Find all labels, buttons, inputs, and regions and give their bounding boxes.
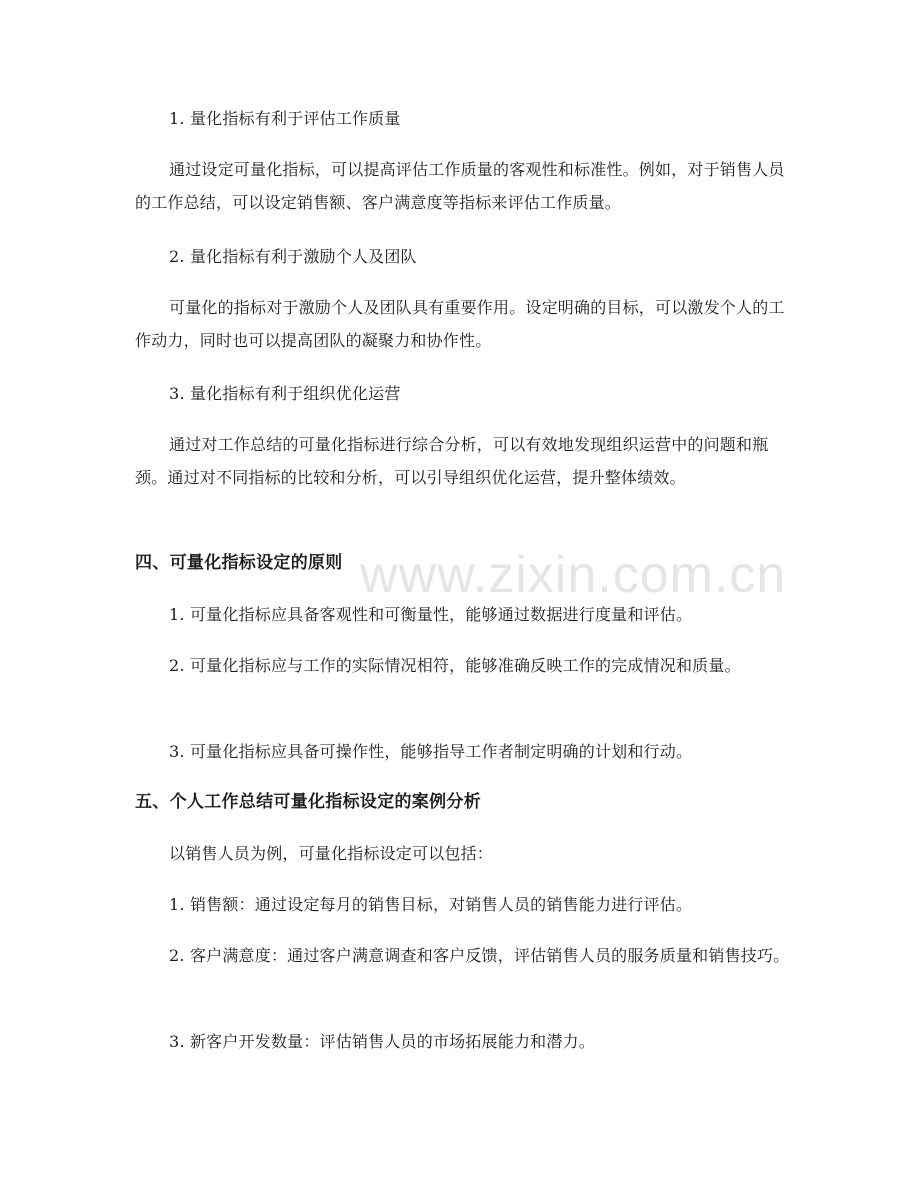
case-intro: 以销售人员为例，可量化指标设定可以包括：: [169, 844, 494, 863]
item1-body: 通过设定可量化指标，可以提高评估工作质量的客观性和标准性。例如，对于销售人员的工作总结，可以设定销售额、客户满意度等指标来评估工作质量。: [135, 160, 785, 212]
item3-body: 通过对工作总结的可量化指标进行综合分析，可以有效地发现组织运营中的问题和瓶颈。通过对不同指标的比较和分析，可以引导组织优化运营，提升整体绩效。: [135, 435, 769, 487]
principle-2: 2. 可量化指标应与工作的实际情况相符，能够准确反映工作的完成情况和质量。: [169, 656, 741, 675]
section4-heading: 四、可量化指标设定的原则: [135, 553, 343, 573]
item1-title: 1. 量化指标有利于评估工作质量: [169, 109, 401, 128]
principle-1: 1. 可量化指标应具备客观性和可衡量性，能够通过数据进行度量和评估。: [169, 605, 693, 624]
section5-heading: 五、个人工作总结可量化指标设定的案例分析: [135, 792, 481, 812]
item2-title: 2. 量化指标有利于激励个人及团队: [169, 247, 417, 266]
case-3: 3. 新客户开发数量：评估销售人员的市场拓展能力和潜力。: [169, 1032, 595, 1051]
watermark: www.zixin.com.cn: [360, 546, 787, 604]
item2-body: 可量化的指标对于激励个人及团队具有重要作用。设定明确的目标，可以激发个人的工作动力，同时也可以提高团队的凝聚力和协作性。: [135, 298, 785, 350]
item3-title: 3. 量化指标有利于组织优化运营: [169, 384, 401, 403]
principle-3: 3. 可量化指标应具备可操作性，能够指导工作者制定明确的计划和行动。: [169, 742, 693, 761]
case-1: 1. 销售额：通过设定每月的销售目标，对销售人员的销售能力进行评估。: [169, 895, 693, 914]
case-2: 2. 客户满意度：通过客户满意调查和客户反馈，评估销售人员的服务质量和销售技巧。: [169, 946, 790, 965]
